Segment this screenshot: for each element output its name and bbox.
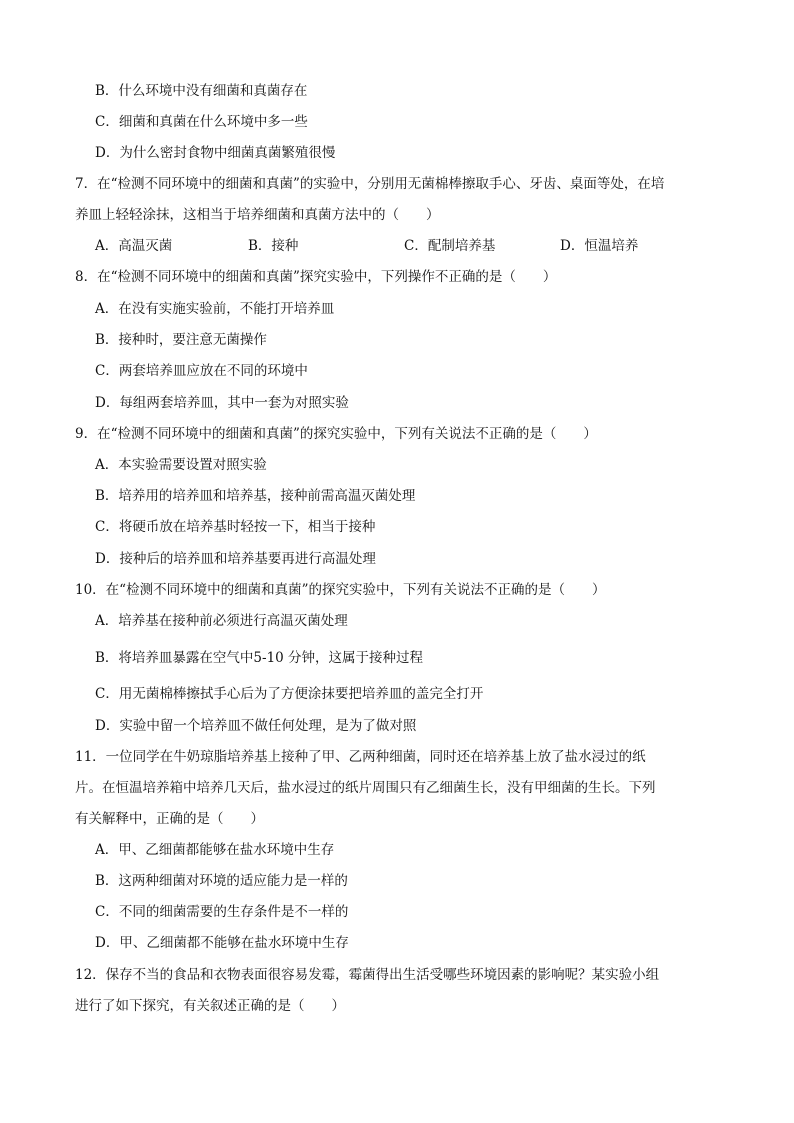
q11-option-a: A．甲、乙细菌都能够在盐水环境中生存: [95, 842, 335, 858]
q6-option-d: D．为什么密封食物中细菌真菌繁殖很慢: [95, 145, 336, 161]
q7-option-c: C．配制培养基: [404, 238, 496, 254]
q9-option-b: B．培养用的培养皿和培养基，接种前需高温灭菌处理: [95, 488, 416, 504]
q8-option-b: B．接种时，要注意无菌操作: [95, 332, 267, 348]
q11-option-b: B．这两种细菌对环境的适应能力是一样的: [95, 873, 348, 889]
q8-stem: 8．在“检测不同环境中的细菌和真菌”探究实验中，下列操作不正确的是（ ）: [75, 269, 557, 285]
q10-stem: 10．在“检测不同环境中的细菌和真菌”的探究实验中，下列有关说法不正确的是（ ）: [75, 582, 606, 598]
q6-option-c: C．细菌和真菌在什么环境中多一些: [95, 114, 308, 130]
q10-option-a: A．培养基在接种前必须进行高温灭菌处理: [95, 613, 348, 629]
q8-option-c: C．两套培养皿应放在不同的环境中: [95, 363, 308, 379]
q10-option-b: B．将培养皿暴露在空气中5-10 分钟，这属于接种过程: [95, 650, 424, 666]
q7-stem-line2: 养皿上轻轻涂抹，这相当于培养细菌和真菌方法中的（ ）: [75, 207, 440, 223]
q7-option-b: B．接种: [248, 238, 299, 254]
q12-stem-line1: 12．保存不当的食品和衣物表面很容易发霉，霉菌得出生活受哪些环境因素的影响呢？某实验小组: [75, 967, 660, 983]
q8-option-a: A．在没有实施实验前，不能打开培养皿: [95, 301, 335, 317]
q9-option-c: C．将硬币放在培养基时轻按一下，相当于接种: [95, 519, 376, 535]
q7-stem-line1: 7．在“检测不同环境中的细菌和真菌”的实验中，分别用无菌棉棒擦取手心、牙齿、桌面等处，在培: [75, 176, 665, 192]
q9-option-a: A．本实验需要设置对照实验: [95, 457, 267, 473]
q11-stem-line1: 11．一位同学在牛奶琼脂培养基上接种了甲、乙两种细菌，同时还在培养基上放了盐水浸过的纸: [75, 749, 646, 765]
q11-option-c: C．不同的细菌需要的生存条件是不一样的: [95, 904, 349, 920]
q10-option-d: D．实验中留一个培养皿不做任何处理，是为了做对照: [95, 718, 417, 734]
q11-stem-line2: 片。在恒温培养箱中培养几天后，盐水浸过的纸片周围只有乙细菌生长，没有甲细菌的生长。下列: [75, 780, 656, 796]
q9-stem: 9．在“检测不同环境中的细菌和真菌”的探究实验中，下列有关说法不正确的是（ ）: [75, 426, 597, 442]
q10-option-c: C．用无菌棉棒擦拭手心后为了方便涂抹要把培养皿的盖完全打开: [95, 686, 484, 702]
q7-options-row: [95, 236, 695, 256]
q12-stem-line2: 进行了如下探究，有关叙述正确的是（ ）: [75, 998, 345, 1014]
q6-option-b: B．什么环境中没有细菌和真菌存在: [95, 83, 308, 99]
q7-option-a: A．高温灭菌: [95, 238, 173, 254]
q11-stem-line3: 有关解释中，正确的是（ ）: [75, 811, 264, 827]
q9-option-d: D．接种后的培养皿和培养基要再进行高温处理: [95, 551, 376, 567]
q7-option-d: D．恒温培养: [560, 238, 639, 254]
q8-option-d: D．每组两套培养皿，其中一套为对照实验: [95, 395, 349, 411]
q11-option-d: D．甲、乙细菌都不能够在盐水环境中生存: [95, 935, 349, 951]
